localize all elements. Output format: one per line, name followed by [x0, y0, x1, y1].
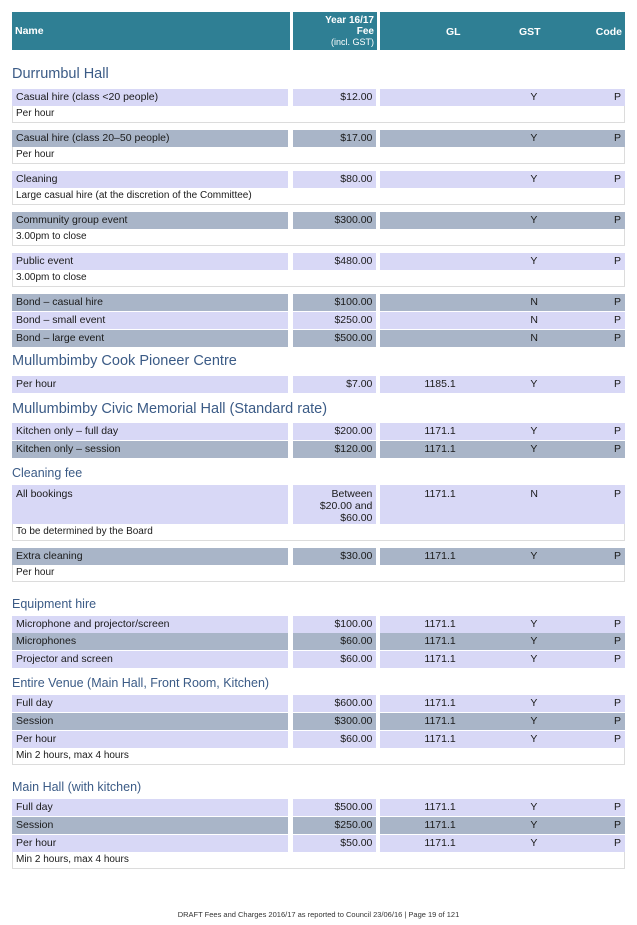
gl-cell: 1171.1: [424, 837, 456, 849]
name-cell: Bond – casual hire: [12, 294, 288, 311]
header-fee: Year 16/17 Fee (incl. GST): [293, 12, 377, 50]
gl-cell: 1171.1: [424, 550, 456, 562]
fee-cell: $30.00: [293, 548, 377, 565]
row-note: 3.00pm to close: [12, 270, 625, 287]
code-cell: P: [613, 378, 621, 390]
fee-cell: $500.00: [293, 799, 377, 816]
fee-cell: $60.00: [293, 731, 377, 748]
subsection-title: Equipment hire: [12, 597, 97, 611]
gl-cell: 1171.1: [424, 618, 456, 630]
gl-cell: 1171.1: [424, 733, 456, 745]
table-row: [12, 441, 625, 458]
gst-cell: N: [530, 296, 538, 308]
code-cell: P: [613, 801, 621, 813]
gst-cell: Y: [530, 173, 538, 185]
table-row: [12, 485, 625, 525]
code-cell: P: [613, 332, 621, 344]
fee-cell: Between $20.00 and $60.00: [293, 485, 377, 525]
gst-cell: Y: [530, 132, 538, 144]
table-row: [12, 212, 625, 229]
codes-cell: [380, 423, 625, 440]
table-row: [12, 835, 625, 852]
gst-cell: Y: [530, 618, 538, 630]
gl-cell: 1171.1: [424, 653, 456, 665]
gl-cell: 1171.1: [424, 488, 456, 500]
name-cell: Kitchen only – full day: [12, 423, 288, 440]
name-cell: Community group event: [12, 212, 288, 229]
fee-cell: $100.00: [293, 616, 377, 633]
code-cell: P: [613, 819, 621, 831]
codes-cell: [380, 485, 625, 525]
row-note: Min 2 hours, max 4 hours: [12, 852, 625, 869]
codes-cell: [380, 633, 625, 650]
gst-cell: N: [530, 488, 538, 500]
table-row: [12, 423, 625, 440]
header-codes: [380, 12, 625, 50]
fee-cell: $17.00: [293, 130, 377, 147]
name-cell: Cleaning: [12, 171, 288, 188]
table-row: [12, 713, 625, 730]
gst-cell: Y: [530, 635, 538, 647]
gl-cell: 1171.1: [424, 425, 456, 437]
section-title: Durrumbul Hall: [12, 66, 109, 82]
code-cell: P: [613, 255, 621, 267]
codes-cell: [380, 817, 625, 834]
fee-cell: $60.00: [293, 651, 377, 668]
name-cell: Full day: [12, 695, 288, 712]
table-row: [12, 616, 625, 633]
code-cell: P: [613, 715, 621, 727]
code-cell: P: [613, 653, 621, 665]
gst-cell: Y: [530, 443, 538, 455]
name-cell: Full day: [12, 799, 288, 816]
row-note: 3.00pm to close: [12, 229, 625, 246]
table-row: [12, 312, 625, 329]
codes-cell: [380, 548, 625, 565]
table-row: [12, 294, 625, 311]
code-cell: P: [613, 173, 621, 185]
table-header: [12, 12, 625, 50]
code-cell: P: [613, 488, 621, 500]
codes-cell: [380, 330, 625, 347]
code-cell: P: [613, 91, 621, 103]
name-cell: Kitchen only – session: [12, 441, 288, 458]
table-row: [12, 633, 625, 650]
gst-cell: Y: [530, 837, 538, 849]
row-note: Per hour: [12, 565, 625, 582]
row-note: Min 2 hours, max 4 hours: [12, 748, 625, 765]
codes-cell: [380, 89, 625, 106]
name-cell: Per hour: [12, 835, 288, 852]
code-cell: P: [613, 635, 621, 647]
gl-cell: 1171.1: [424, 697, 456, 709]
gst-cell: Y: [530, 378, 538, 390]
name-cell: Microphones: [12, 633, 288, 650]
subsection-title: Cleaning fee: [12, 466, 83, 480]
code-cell: P: [613, 214, 621, 226]
fee-cell: $60.00: [293, 633, 377, 650]
codes-cell: [380, 212, 625, 229]
header-code: Code: [595, 26, 622, 38]
fee-cell: $7.00: [293, 376, 377, 393]
fee-cell: $200.00: [293, 423, 377, 440]
name-cell: Casual hire (class 20–50 people): [12, 130, 288, 147]
name-cell: Microphone and projector/screen: [12, 616, 288, 633]
code-cell: P: [613, 132, 621, 144]
codes-cell: [380, 294, 625, 311]
name-cell: Per hour: [12, 731, 288, 748]
codes-cell: [380, 731, 625, 748]
codes-cell: [380, 130, 625, 147]
fee-cell: $300.00: [293, 713, 377, 730]
gst-cell: Y: [530, 653, 538, 665]
row-note: Per hour: [12, 106, 625, 123]
code-cell: P: [613, 697, 621, 709]
fee-cell: $250.00: [293, 817, 377, 834]
codes-cell: [380, 799, 625, 816]
code-cell: P: [613, 618, 621, 630]
code-cell: P: [613, 837, 621, 849]
gst-cell: N: [530, 314, 538, 326]
gl-cell: 1171.1: [424, 801, 456, 813]
section-title: Mullumbimby Civic Memorial Hall (Standard rate): [12, 401, 328, 417]
gst-cell: Y: [530, 550, 538, 562]
gl-cell: 1171.1: [424, 715, 456, 727]
name-cell: Extra cleaning: [12, 548, 288, 565]
codes-cell: [380, 651, 625, 668]
code-cell: P: [613, 314, 621, 326]
codes-cell: [380, 171, 625, 188]
codes-cell: [380, 713, 625, 730]
gl-cell: 1171.1: [424, 635, 456, 647]
code-cell: P: [613, 550, 621, 562]
fee-cell: $250.00: [293, 312, 377, 329]
gst-cell: Y: [530, 697, 538, 709]
name-cell: Casual hire (class <20 people): [12, 89, 288, 106]
row-note: To be determined by the Board: [12, 524, 625, 541]
header-gst: GST: [519, 26, 541, 38]
codes-cell: [380, 695, 625, 712]
table-row: [12, 695, 625, 712]
fee-cell: $50.00: [293, 835, 377, 852]
table-row: [12, 89, 625, 106]
fee-cell: $100.00: [293, 294, 377, 311]
fee-cell: $120.00: [293, 441, 377, 458]
row-note: Per hour: [12, 147, 625, 164]
table-row: [12, 548, 625, 565]
gst-cell: N: [530, 332, 538, 344]
table-row: [12, 817, 625, 834]
code-cell: P: [613, 296, 621, 308]
name-cell: Bond – small event: [12, 312, 288, 329]
gst-cell: Y: [530, 801, 538, 813]
gst-cell: Y: [530, 255, 538, 267]
gst-cell: Y: [530, 214, 538, 226]
name-cell: Per hour: [12, 376, 288, 393]
name-cell: Session: [12, 817, 288, 834]
page-footer: DRAFT Fees and Charges 2016/17 as reported to Council 23/06/16 | Page 19 of 121: [177, 910, 460, 919]
gst-cell: Y: [530, 91, 538, 103]
fee-cell: $480.00: [293, 253, 377, 270]
table-row: [12, 171, 625, 188]
name-cell: Public event: [12, 253, 288, 270]
gl-cell: 1171.1: [424, 443, 456, 455]
codes-cell: [380, 312, 625, 329]
name-cell: Session: [12, 713, 288, 730]
codes-cell: [380, 616, 625, 633]
table-row: [12, 130, 625, 147]
code-cell: P: [613, 425, 621, 437]
gst-cell: Y: [530, 715, 538, 727]
code-cell: P: [613, 733, 621, 745]
header-name: Name: [12, 12, 290, 50]
row-note: Large casual hire (at the discretion of the Committee): [12, 188, 625, 205]
codes-cell: [380, 441, 625, 458]
header-gl: GL: [446, 26, 461, 38]
gst-cell: Y: [530, 733, 538, 745]
code-cell: P: [613, 443, 621, 455]
table-row: [12, 799, 625, 816]
gl-cell: 1185.1: [424, 378, 456, 390]
fee-cell: $600.00: [293, 695, 377, 712]
subsection-title: Entire Venue (Main Hall, Front Room, Kitchen): [12, 676, 270, 690]
table-row: [12, 731, 625, 748]
section-title: Mullumbimby Cook Pioneer Centre: [12, 353, 237, 369]
gst-cell: Y: [530, 425, 538, 437]
name-cell: All bookings: [12, 485, 288, 525]
table-row: [12, 376, 625, 393]
table-row: [12, 651, 625, 668]
fee-cell: $500.00: [293, 330, 377, 347]
table-row: [12, 330, 625, 347]
fee-cell: $12.00: [293, 89, 377, 106]
subsection-title: Main Hall (with kitchen): [12, 780, 142, 794]
codes-cell: [380, 253, 625, 270]
codes-cell: [380, 376, 625, 393]
name-cell: Projector and screen: [12, 651, 288, 668]
gst-cell: Y: [530, 819, 538, 831]
codes-cell: [380, 835, 625, 852]
fee-cell: $300.00: [293, 212, 377, 229]
gl-cell: 1171.1: [424, 819, 456, 831]
name-cell: Bond – large event: [12, 330, 288, 347]
fee-cell: $80.00: [293, 171, 377, 188]
table-row: [12, 253, 625, 270]
